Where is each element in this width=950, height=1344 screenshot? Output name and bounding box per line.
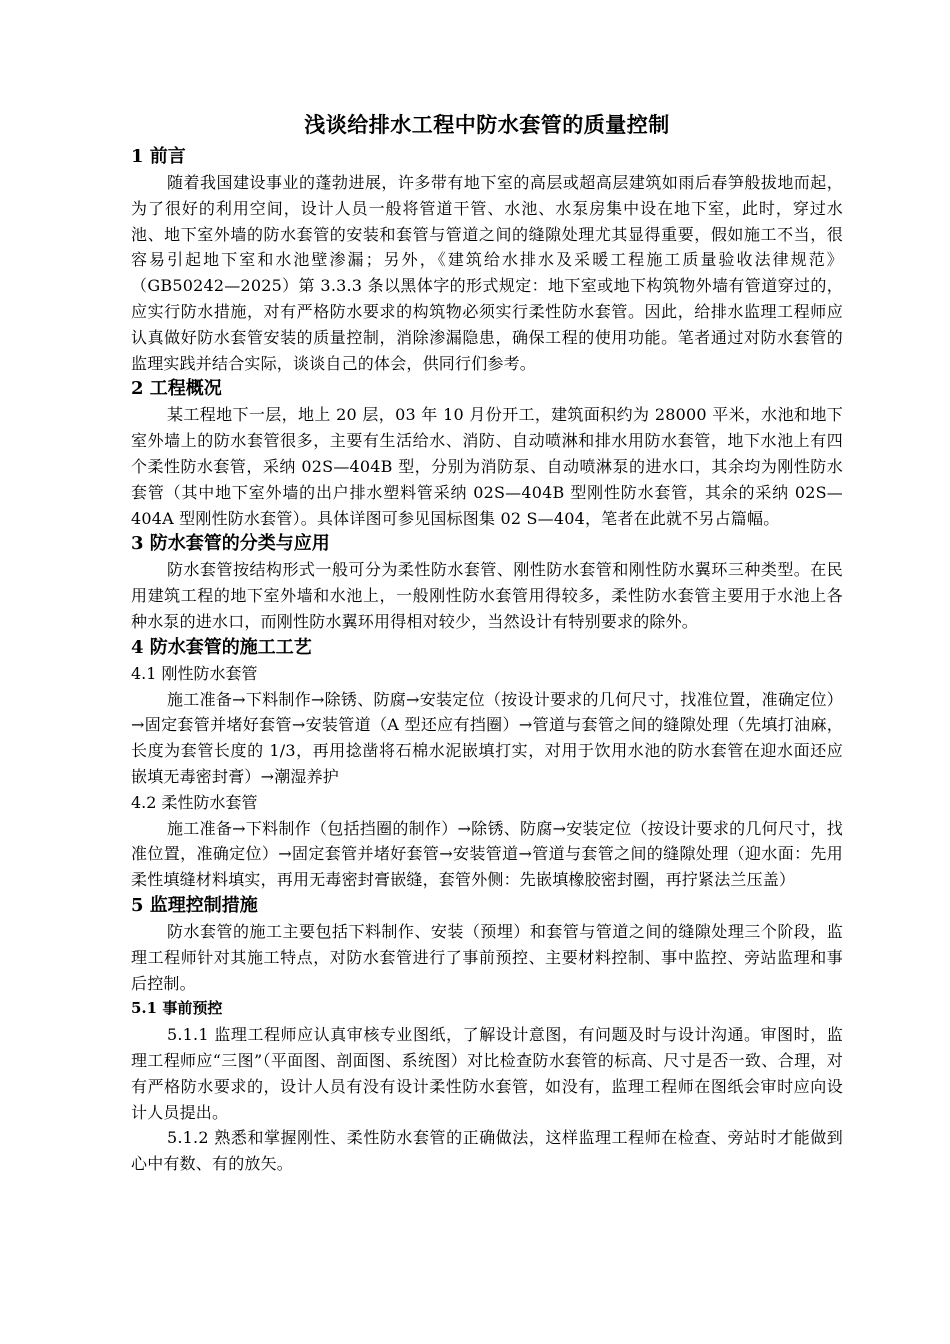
paragraph: 随着我国建设事业的蓬勃进展，许多带有地下室的高层或超高层建筑如雨后春笋般拔地而起，为了很好的利用空间，设计人员一般将管道干管、水池、水泵房集中设在地下室，此时，穿过水池、地下室外墙的防水套管的安装和套管与管道之间的缝隙处理尤其显得重要，假如施工不当，很容易引起地下室和水池壁渗漏；另外，《建筑给水排水及采暖工程施工质量验收法律规范》（GB50242—2025）第 3.3.3 条以黑体字的形式规定：地下室或地下构筑物外墙有管道穿过的，应实行防水措施，对有严格防水要求的构筑物必须实行柔性防水套管。因此，给排水监理工程师应认真做好防水套管安装的质量控制，消除渗漏隐患，确保工程的使用功能。笔者通过对防水套管的监理实践并结合实际，谈谈自己的体会，供同行们参考。 (131, 173, 843, 373)
section-heading-5: 5 监理控制措施 (131, 894, 258, 916)
subsection-heading-4-1: 4.1 刚性防水套管 (131, 663, 258, 683)
document-page (131, 110, 843, 1177)
section-heading-4: 4 防水套管的施工工艺 (131, 636, 312, 658)
section-heading-2: 2 工程概况 (131, 378, 222, 400)
paragraph: 5.1.1 监理工程师应认真审核专业图纸，了解设计意图，有问题及时与设计沟通。审图时，监理工程师应“三图”（平面图、剖面图、系统图）对比检查防水套管的标高、尺寸是否一致、合理，对有严格防水要求的，设计人员有没有设计柔性防水套管，如没有，监理工程师在图纸会审时应向设计人员提出。 (131, 1025, 843, 1122)
paragraph: 施工准备→下料制作→除锈、防腐→安装定位（按设计要求的几何尺寸，找准位置，准确定位）→固定套管并堵好套管→安装管道（A 型还应有挡圈）→管道与套管之间的缝隙处理（先填打油麻，长度为套管长度的 1/3，再用捻凿将石棉水泥嵌填打实，对用于饮用水池的防水套管在迎水面还应嵌填无毒密封膏）→潮湿养护 (131, 689, 843, 786)
section-heading-1: 1 前言 (131, 146, 186, 167)
document-title: 浅谈给排水工程中防水套管的质量控制 (304, 112, 670, 137)
paragraph: 5.1.2 熟悉和掌握刚性、柔性防水套管的正确做法，这样监理工程师在检查、旁站时才能做到心中有数、有的放矢。 (131, 1128, 843, 1174)
paragraph: 某工程地下一层，地上 20 层，03 年 10 月份开工，建筑面积约为 28000 平米，水池和地下室外墙上的防水套管很多，主要有生活给水、消防、自动喷淋和排水用防水套管，地下水池上有四个柔性防水套管，采纳 02S—404B 型，分别为消防泵、自动喷淋泵的进水口，其余均为刚性防水套管（其中地下室外墙的出户排水塑料管采纳 02S—404B 型刚性防水套管，其余的采纳 02S—404A 型刚性防水套管）。具体详图可参见国标图集 02 S—404，笔者在此就不另占篇幅。 (131, 405, 843, 528)
subsection-heading-4-2: 4.2 柔性防水套管 (131, 792, 258, 812)
paragraph: 防水套管按结构形式一般可分为柔性防水套管、刚性防水套管和刚性防水翼环三种类型。在民用建筑工程的地下室外墙和水池上，一般刚性防水套管用得较多，柔性防水套管主要用于水池上各种水泵的进水口，而刚性防水翼环用得相对较少，当然设计有特别要求的除外。 (131, 560, 843, 631)
paragraph: 防水套管的施工主要包括下料制作、安装（预埋）和套管与管道之间的缝隙处理三个阶段，监理工程师针对其施工特点，对防水套管进行了事前预控、主要材料控制、事中监控、旁站监理和事后控制。 (131, 921, 843, 993)
section-heading-3: 3 防水套管的分类与应用 (131, 533, 330, 555)
subsection-heading-5-1: 5.1 事前预控 (131, 999, 223, 1018)
paragraph: 施工准备→下料制作（包括挡圈的制作）→除锈、防腐→安装定位（按设计要求的几何尺寸，找准位置，准确定位）→固定套管并堵好套管→安装管道→管道与套管之间的缝隙处理（迎水面：先用柔性填缝材料填实，再用无毒密封膏嵌缝，套管外侧：先嵌填橡胶密封圈，再拧紧法兰压盖） (131, 818, 843, 890)
